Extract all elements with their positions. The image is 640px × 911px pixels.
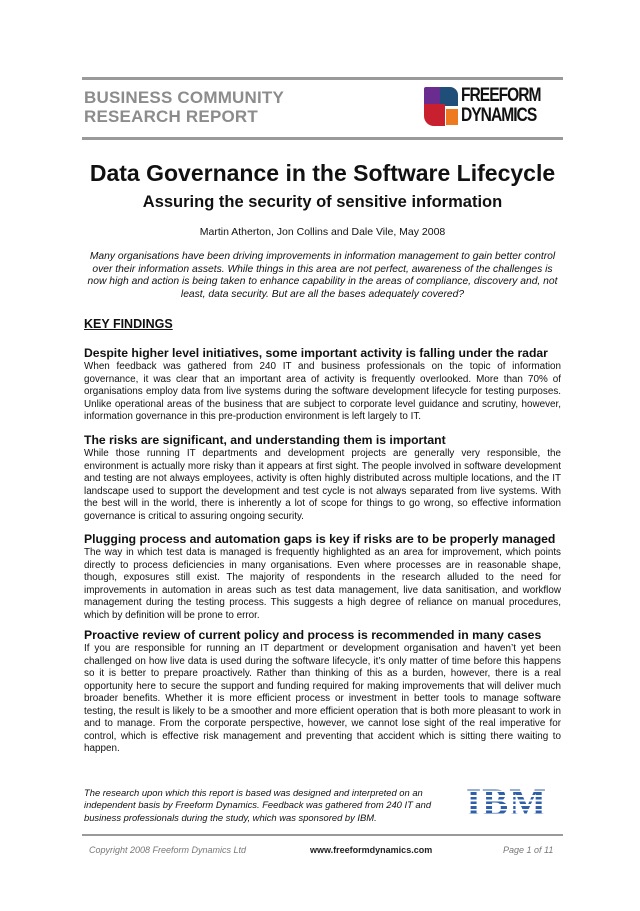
document-subtitle: Assuring the security of sensitive information — [142, 193, 503, 211]
finding-section — [84, 433, 561, 523]
finding-heading: Plugging process and automation gaps is key if risks are to be properly managed — [84, 532, 556, 546]
freeform-dynamics-logo — [424, 87, 554, 129]
abstract: Many organisations have been driving improvements in information management to gain better control over their information assets. While things in this area are not perfect, awareness of the challenges is now high and action is being taken to enhance capability in the areas of compliance, discovery and, not least, data security. But are all the bases adequately covered? — [87, 251, 558, 300]
logo-wordmark — [461, 86, 541, 126]
sponsor-note: The research upon which this report is based was designed and interpreted on an independent basis by Freeform Dynamics. Feedback was gathered from 240 IT and business professionals during the study, which was sponsored by IBM. — [84, 787, 432, 823]
logo-red-shape — [424, 104, 445, 126]
key-findings-heading: KEY FINDINGS — [84, 317, 173, 331]
footer-rule — [82, 834, 563, 836]
finding-section — [84, 628, 561, 756]
header-bottom-rule — [82, 137, 563, 140]
footer-website-link[interactable]: www.freeformdynamics.com — [310, 845, 433, 855]
finding-body: While those running IT departments and development projects are generally very responsible, the environment is actually more risky than it appears at first sight. The people involved in software development and testing are not always employees, activity is often highly distributed across multiple locations, and the IT landscape used to support the development and test cycle is not always separated from live systems. With the best will in the world, there is inherently a lot of scope for things to go wrong, so effective information governance is critical to assuring ongoing security. — [84, 448, 561, 522]
header-line-1: BUSINESS COMMUNITY — [84, 88, 285, 107]
header-line-2: RESEARCH REPORT — [84, 107, 258, 126]
finding-heading: The risks are significant, and understanding them is important — [84, 433, 446, 447]
logo-line-2: DYNAMICS — [461, 105, 537, 126]
finding-section — [84, 532, 561, 622]
footer-page-number: Page 1 of 11 — [503, 845, 554, 855]
finding-heading: Proactive review of current policy and process is recommended in many cases — [84, 628, 542, 642]
ibm-logo: IBM — [466, 781, 547, 824]
authors-line: Martin Atherton, Jon Collins and Dale Vile, May 2008 — [199, 226, 446, 238]
finding-body: The way in which test data is managed is frequently highlighted as an area for improvement, which points directly to process deficiencies in many organisations. Even where processes are in reasonable shape, though, exposures still exist. The majority of respondents in the research alluded to the need for improvements in automation in areas such as test data management, live data sanitisation, and workflow management during the testing process. This suggests a high degree of reliance on manual procedures, which by definition will be prone to error. — [84, 547, 561, 621]
document-title: Data Governance in the Software Lifecycle — [89, 160, 556, 186]
logo-orange-square — [446, 109, 458, 125]
top-rule — [82, 77, 563, 80]
report-type-header — [84, 88, 284, 126]
finding-body: When feedback was gathered from 240 IT and business professionals on the topic of information governance, it was clear that an important area of activity is frequently overlooked. More than 70% of organisations employ data from live systems during the software development lifecycle for testing purposes. Unlike operational areas of the business that are subject to corporate level guidance and scrutiny, however, information governance in this pre-production environment is left largely to IT. — [84, 361, 561, 422]
finding-body: If you are responsible for running an IT department or development organisation and haven’t yet been challenged on how live data is used during the software lifecycle, it’s only matter of time before this happens so it is better to prepare proactively. Rather than thinking of this as a burden, however, there is a real opportunity here to secure the support and funding required for making improvements that will deliver much broader benefits. Whether it is more efficient process or investment in better tools to manage software testing, the result is likely to be a smoother and more efficient operation that is both more pleasant to work in and to manage. From the corporate perspective, however, we cannot lose sight of the real imperative for control, which is effective risk management and preventing that accident which is sitting there waiting to happen. — [84, 643, 561, 754]
finding-section — [84, 346, 561, 424]
finding-heading: Despite higher level initiatives, some important activity is falling under the radar — [84, 346, 548, 360]
logo-line-1: FREEFORM — [461, 85, 541, 106]
footer-copyright: Copyright 2008 Freeform Dynamics Ltd — [89, 845, 247, 855]
